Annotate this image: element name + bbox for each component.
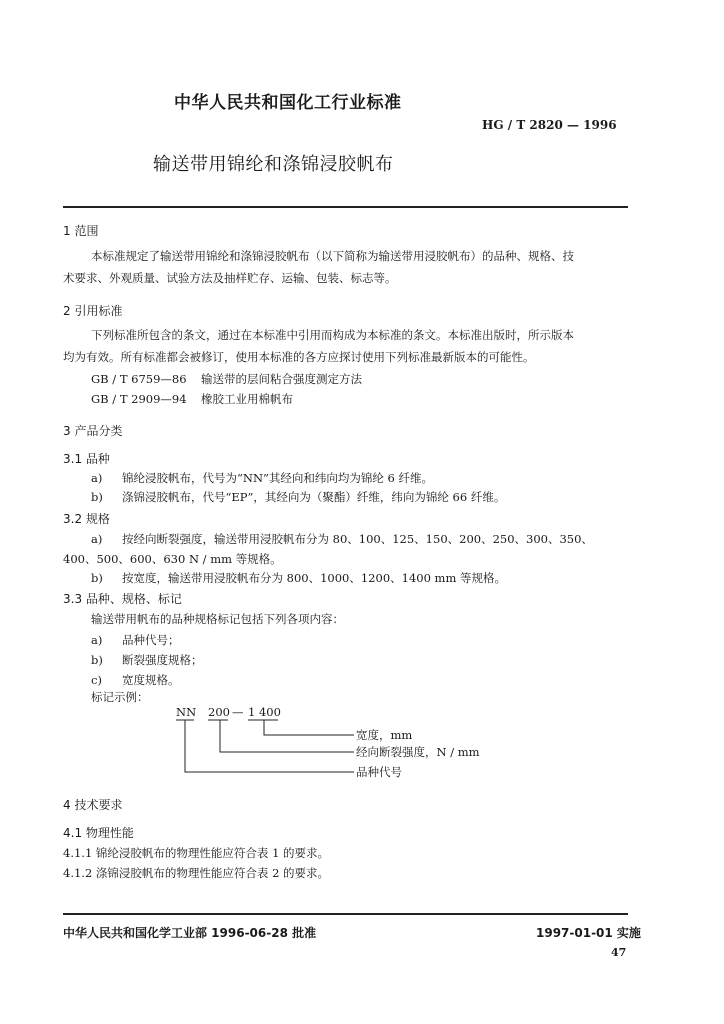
item-3-2-a-text-line2: 400、500、600、630 N / mm 等规格。 [63, 552, 282, 566]
section-4-1-2: 4.1.2 涤锦浸胶帆布的物理性能应符合表 2 的要求。 [63, 866, 330, 880]
item-3-2-a-marker: a) [91, 532, 103, 546]
diagram-code-1400: 1 400 [248, 705, 281, 719]
item-3-1-b-text: 涤锦浸胶帆布，代号“EP”，其经向为（聚酯）纤维，纬向为锦纶 66 纤维。 [122, 490, 506, 504]
diagram-label-variety: 品种代号 [356, 765, 402, 779]
reference-2-code: GB / T 2909—94 [91, 392, 187, 406]
item-3-3-a-marker: a) [91, 633, 103, 647]
item-3-2-b-marker: b) [91, 571, 103, 585]
reference-2-title: 橡胶工业用棉帆布 [201, 392, 293, 406]
diagram-dash: — [232, 705, 244, 719]
item-3-2-b-text: 按宽度，输送带用浸胶帆布分为 800、1000、1200、1400 mm 等规格。 [122, 571, 507, 585]
item-3-3-c-text: 宽度规格。 [122, 673, 180, 687]
footer-divider [63, 913, 628, 915]
leader-width [264, 720, 354, 735]
section-2-heading: 2 引用标准 [63, 304, 123, 318]
item-3-2-a-text-line1: 按经向断裂强度，输送带用浸胶帆布分为 80、100、125、150、200、250、300、350、 [122, 532, 593, 546]
item-3-1-a-marker: a) [91, 471, 103, 485]
section-4-1-1: 4.1.1 锦纶浸胶帆布的物理性能应符合表 1 的要求。 [63, 846, 330, 860]
approval-line: 中华人民共和国化学工业部 1996-06-28 批准 [63, 926, 317, 940]
section-3-3-intro: 输送带用帆布的品种规格标记包括下列各项内容： [91, 612, 344, 626]
diagram-code-200: 200 [208, 705, 230, 719]
section-3-1-heading: 3.1 品种 [63, 452, 110, 466]
item-3-3-a-text: 品种代号； [122, 633, 180, 647]
section-3-heading: 3 产品分类 [63, 424, 123, 438]
standard-code: HG / T 2820 — 1996 [482, 118, 617, 132]
page-number: 47 [611, 946, 627, 959]
reference-1-code: GB / T 6759—86 [91, 372, 187, 386]
header-divider [63, 206, 628, 208]
section-3-3-heading: 3.3 品种、规格、标记 [63, 592, 182, 606]
document-title: 输送带用锦纶和涤锦浸胶帆布 [153, 154, 394, 175]
leader-strength [220, 720, 354, 752]
section-4-1-heading: 4.1 物理性能 [63, 826, 134, 840]
reference-1-title: 输送带的层间粘合强度测定方法 [201, 372, 362, 386]
section-3-2-heading: 3.2 规格 [63, 512, 110, 526]
section-1-paragraph-line1: 本标准规定了输送带用锦纶和涤锦浸胶帆布（以下简称为输送带用浸胶帆布）的品种、规格、技 [91, 249, 574, 263]
diagram-label-width: 宽度，mm [356, 728, 413, 742]
section-2-paragraph-line1: 下列标准所包含的条文，通过在本标准中引用而构成为本标准的条文。本标准出版时，所示版本 [91, 328, 574, 342]
section-1-heading: 1 范围 [63, 224, 99, 238]
item-3-3-c-marker: c) [91, 673, 102, 687]
diagram-label-strength: 经向断裂强度，N / mm [356, 745, 480, 759]
effective-date: 1997-01-01 实施 [536, 926, 641, 940]
section-1-paragraph-line2: 术要求、外观质量、试验方法及抽样贮存、运输、包装、标志等。 [63, 271, 397, 285]
item-3-3-b-text: 断裂强度规格； [122, 653, 203, 667]
section-2-paragraph-line2: 均为有效。所有标准都会被修订，使用本标准的各方应探讨使用下列标准最新版本的可能性。 [63, 350, 535, 364]
example-label: 标记示例： [91, 690, 149, 704]
leader-variety [185, 720, 354, 772]
item-3-1-b-marker: b) [91, 490, 103, 504]
diagram-code-nn: NN [176, 705, 197, 719]
item-3-3-b-marker: b) [91, 653, 103, 667]
section-4-heading: 4 技术要求 [63, 798, 123, 812]
standard-organization: 中华人民共和国化工行业标准 [174, 93, 402, 113]
item-3-1-a-text: 锦纶浸胶帆布，代号为“NN”其经向和纬向均为锦纶 6 纤维。 [122, 471, 434, 485]
marking-diagram [170, 705, 510, 785]
